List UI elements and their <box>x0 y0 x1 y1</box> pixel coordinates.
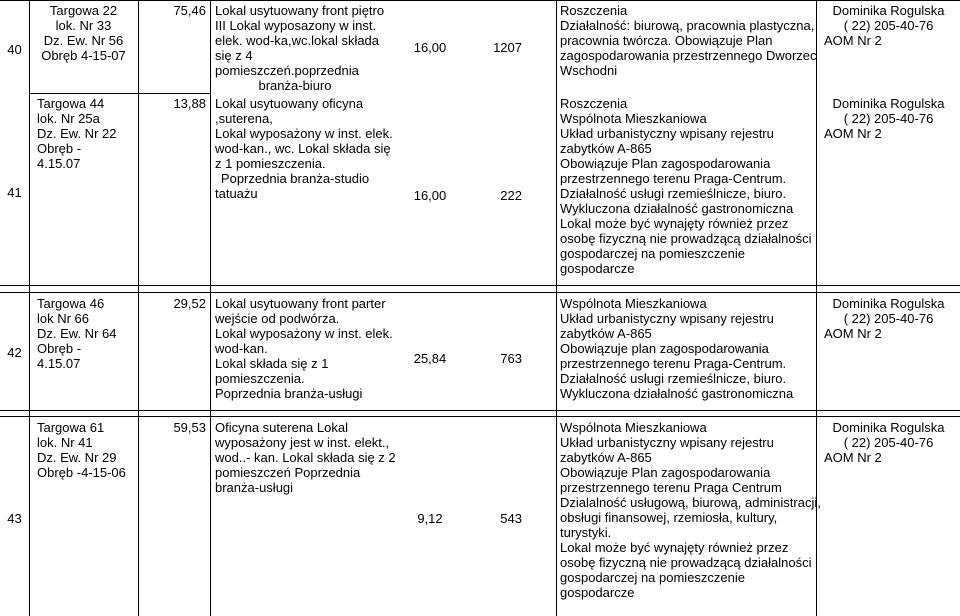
description-line: wod..- kan. Lokal składa się z 2 <box>215 450 396 465</box>
notes-line: Lokal może być wynajęty również przez <box>560 540 789 555</box>
notes-line: Działalność: biurową, pracownia plastyczna, <box>560 18 815 33</box>
rate-value: 16,00 <box>413 40 447 55</box>
notes-line: Dzialalność usługową, biurową, administracji, <box>560 495 821 510</box>
address-line: Dz. Ew. Nr 22 <box>37 126 117 141</box>
address-line: Obręb 4-15-07 <box>41 48 126 63</box>
contact-line: ( 22) 205-40-76 <box>843 435 934 450</box>
notes-line: Wykluczona działalność gastronomiczna <box>560 386 794 401</box>
description-line: branża-biuro <box>258 78 332 93</box>
description-line: branża-usługi <box>215 480 294 495</box>
description-line: elek. wod-ka,wc.lokal składa <box>215 33 380 48</box>
description-line: wod-kan. <box>215 341 268 356</box>
notes-line: Roszczenia <box>560 3 628 18</box>
notes-line: Działalność usługi rzemieślnicze, biuro. <box>560 371 787 386</box>
row-number: 42 <box>7 345 22 360</box>
description-line: pomieszczeń.poprzednia <box>215 63 359 78</box>
description-line: się z 4 <box>215 48 253 63</box>
notes-line: osobę fizyczną nie prowadzącą działalności <box>560 231 812 246</box>
fee-value: 763 <box>500 351 522 366</box>
description-line: ,suterena, <box>215 111 273 126</box>
description-line: tatuażu <box>215 186 258 201</box>
notes-line: turystyki. <box>560 525 612 540</box>
notes-line: Wschodni <box>560 63 618 78</box>
area-value: 59,53 <box>173 420 206 435</box>
notes-line: zagospodarowania przestrzennego Dworzec <box>560 48 817 63</box>
row-number: 43 <box>7 511 22 526</box>
description-line: Lokal usytuowany oficyna <box>215 96 364 111</box>
area-value: 13,88 <box>173 96 206 111</box>
description-line: Poprzednia branża-studio <box>220 171 370 186</box>
description-line: Poprzednia branża-usługi <box>215 386 363 401</box>
contact-line: AOM Nr 2 <box>824 33 882 48</box>
contact-line: ( 22) 205-40-76 <box>843 311 934 326</box>
description-line: pomieszczenia. <box>215 371 305 386</box>
contact-line: AOM Nr 2 <box>824 126 882 141</box>
contact-line: AOM Nr 2 <box>824 450 882 465</box>
area-value: 29,52 <box>173 296 206 311</box>
description-line: III Lokal wyposazony w inst. <box>215 18 377 33</box>
address-line: lok. Nr 41 <box>37 435 93 450</box>
notes-line: przestrzennego terenu Praga Centrum <box>560 480 782 495</box>
address-line: Targowa 44 <box>37 96 105 111</box>
notes-line: Obowiązuje plan zagospodarowania <box>560 341 769 356</box>
contact-line: Dominika Rogulska <box>832 420 945 435</box>
address-line: 4.15.07 <box>37 156 81 171</box>
notes-line: przestrzennego terenu Praga-Centrum. <box>560 356 787 371</box>
address-line: 4.15.07 <box>37 356 81 371</box>
address-line: Dz. Ew. Nr 56 <box>43 33 124 48</box>
row-number: 41 <box>7 185 22 200</box>
rate-value: 16,00 <box>413 188 447 203</box>
row-number: 40 <box>7 42 22 57</box>
description-line: Lokal usytuowany front piętro <box>215 3 385 18</box>
address-line: Dz. Ew. Nr 29 <box>37 450 117 465</box>
notes-line: osobę fizyczną nie prowadzącą działalności <box>560 555 812 570</box>
notes-line: pracownia twórcza. Obowiązuje Plan <box>560 33 773 48</box>
notes-line: Wspólnota Mieszkaniowa <box>560 111 707 126</box>
description-line: Lokal wyposażony w inst. elek. <box>215 326 393 341</box>
description-line: Lokal składa się z 1 <box>215 356 329 371</box>
notes-line: Układ urbanistyczny wpisany rejestru <box>560 435 774 450</box>
description-line: pomieszczeń Poprzednia <box>215 465 361 480</box>
address-line: lok. Nr 33 <box>55 18 112 33</box>
address-line: Obręb -4-15-06 <box>37 465 126 480</box>
notes-line: Lokal może być wynajęty również przez <box>560 216 789 231</box>
contact-line: Dominika Rogulska <box>832 3 945 18</box>
notes-line: Roszczenia <box>560 96 628 111</box>
notes-line: gospodarcze <box>560 261 635 276</box>
notes-line: Układ urbanistyczny wpisany rejestru <box>560 311 774 326</box>
description-line: wod-kan., wc. Lokal składa się <box>215 141 391 156</box>
address-line: Targowa 22 <box>49 3 118 18</box>
notes-line: zabytków A-865 <box>560 326 652 341</box>
description-line: wyposażony jest w inst. elekt., <box>215 435 390 450</box>
description-line: Lokal wyposażony w inst. elek. <box>215 126 393 141</box>
notes-line: zabytków A-865 <box>560 450 652 465</box>
contact-line: Dominika Rogulska <box>832 296 945 311</box>
description-line: Oficyna suterena Lokal <box>215 420 348 435</box>
notes-line: Wykluczona działalność gastronomiczna <box>560 201 794 216</box>
notes-line: Obowiązuje Plan zagospodarowania <box>560 465 771 480</box>
address-line: Obręb - <box>37 341 82 356</box>
fee-value: 543 <box>500 511 522 526</box>
notes-line: Obowiązuje Plan zagospodarowania <box>560 156 771 171</box>
contact-line: ( 22) 205-40-76 <box>843 18 934 33</box>
description-line: z 1 pomieszczenia. <box>215 156 326 171</box>
address-line: Obręb - <box>37 141 82 156</box>
description-line: Lokal usytuowany front parter <box>215 296 386 311</box>
notes-line: gospodarcze <box>560 585 635 600</box>
contact-line: ( 22) 205-40-76 <box>843 111 934 126</box>
address-line: lok. Nr 25a <box>37 111 100 126</box>
rate-value: 25,84 <box>413 351 447 366</box>
fee-value: 222 <box>500 188 522 203</box>
notes-line: Działalność usługi rzemieślnicze, biuro. <box>560 186 787 201</box>
notes-line: Układ urbanistyczny wpisany rejestru <box>560 126 774 141</box>
address-line: Targowa 61 <box>37 420 105 435</box>
notes-line: Wspólnota Mieszkaniowa <box>560 420 707 435</box>
description-line: wejście od podwórza. <box>215 311 340 326</box>
contact-line: AOM Nr 2 <box>824 326 882 341</box>
notes-line: gospodarczej na pomieszczenie <box>560 570 745 585</box>
fee-value: 1207 <box>493 40 522 55</box>
rate-value: 9,12 <box>417 511 443 526</box>
notes-line: gospodarczej na pomieszczenie <box>560 246 745 261</box>
notes-line: Wspólnota Mieszkaniowa <box>560 296 707 311</box>
address-line: Dz. Ew. Nr 64 <box>37 326 117 341</box>
address-line: Targowa 46 <box>37 296 105 311</box>
address-line: lok Nr 66 <box>37 311 90 326</box>
notes-line: obsługi finansowej, rzemiosła, kultury, <box>560 510 778 525</box>
notes-line: przestrzennego terenu Praga-Centrum. <box>560 171 787 186</box>
notes-line: zabytków A-865 <box>560 141 652 156</box>
area-value: 75,46 <box>173 3 206 18</box>
contact-line: Dominika Rogulska <box>832 96 945 111</box>
